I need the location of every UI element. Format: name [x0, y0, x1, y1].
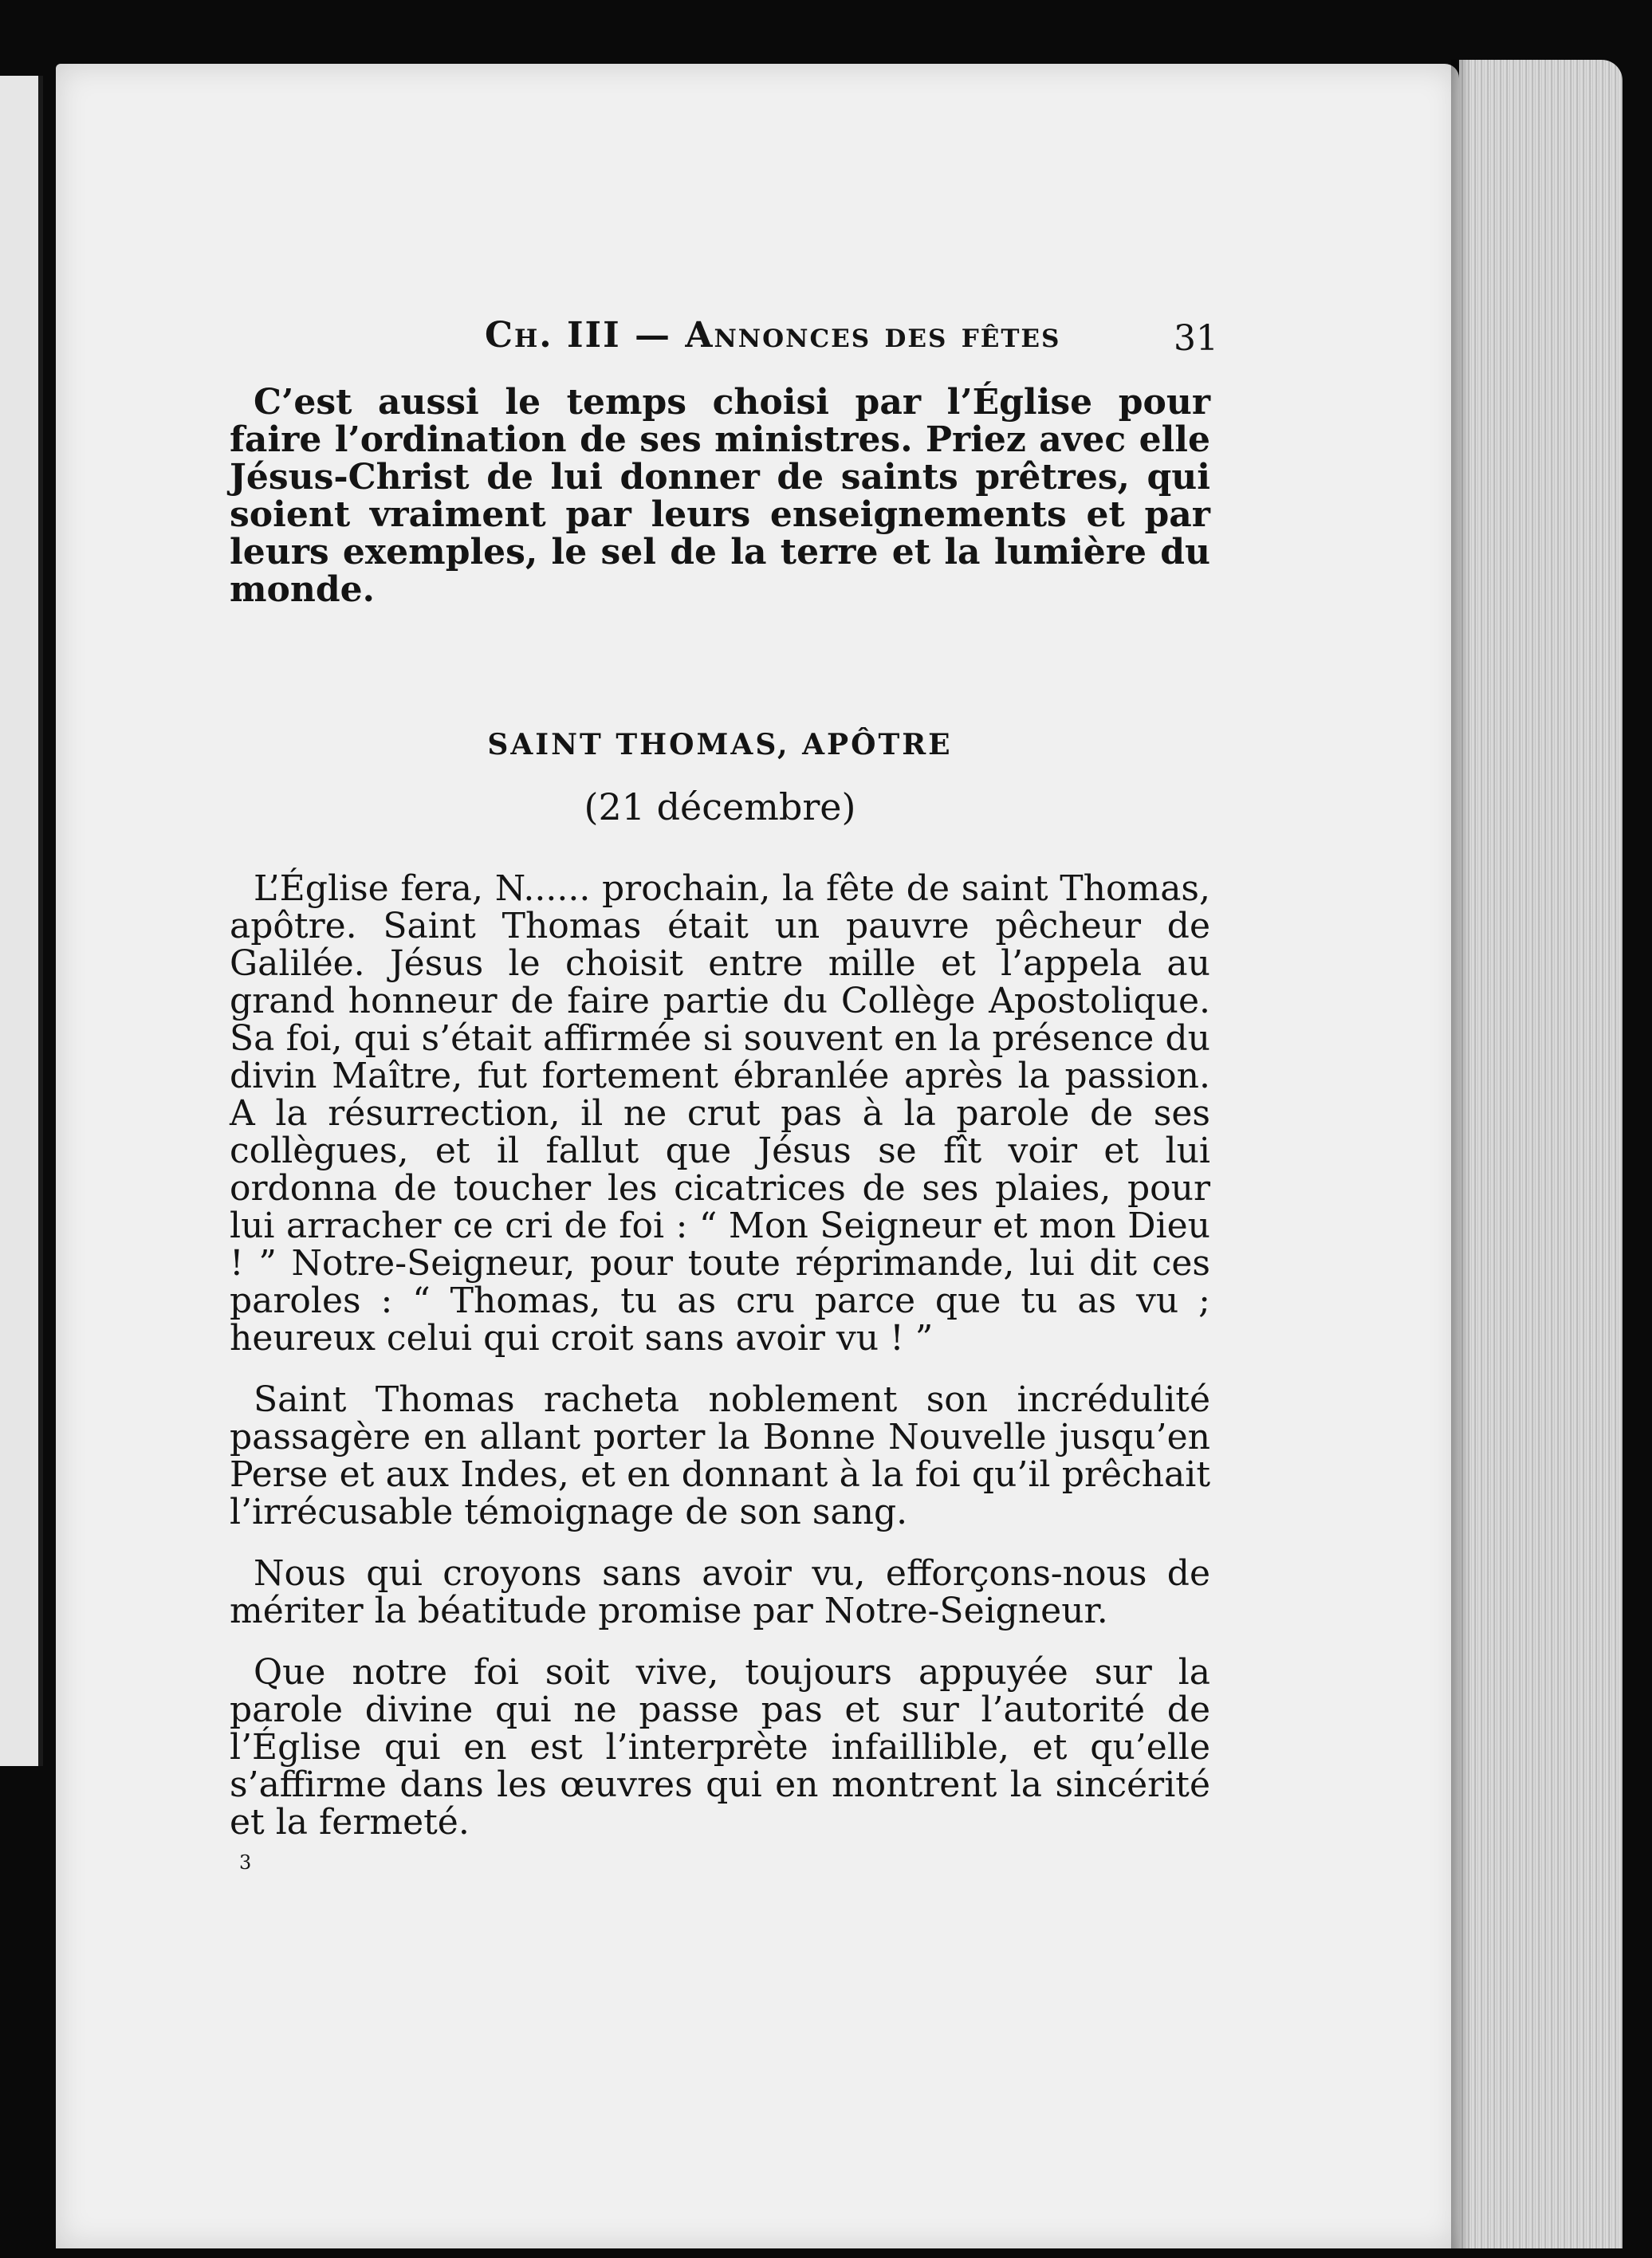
page-content	[230, 315, 1218, 1865]
paragraph-4: Que notre foi soit vive, toujours appuyée sur la parole divine qui ne passe pas et sur l’autorité de l’Église qui en est l’interprète infaillible, et qu’elle s’affirme dans les œuvres qui en montrent la sincérité et la fermeté.	[230, 1652, 1210, 1843]
paragraph-3: Nous qui croyons sans avoir vu, efforçons-nous de mériter la béatitude promise par Notre-Seigneur.	[230, 1553, 1210, 1631]
running-title: Ch. III — Annonces des fêtes	[485, 315, 1061, 356]
page-block-edge	[1459, 60, 1622, 2248]
page-number: 31	[1174, 318, 1218, 359]
running-head	[230, 315, 1218, 379]
paragraph-1: L’Église fera, N...... prochain, la fête de saint Thomas, apôtre. Saint Thomas était un pauvre pêcheur de Galilée. Jésus le choisit entre mille et l’appela au grand honneur de faire partie du Collège Apostolique. Sa foi, qui s’était affirmée si souvent en la présence du divin Maître, fut fortement ébranlée après la passion. A la résurrection, il ne crut pas à la parole de ses collègues, et il fallut que Jésus se fît voir et lui ordonna de toucher les cicatrices de ses plaies, pour lui arracher ce cri de foi : “ Mon Seigneur et mon Dieu ! ” Notre-Seigneur, pour toute réprimande, lui dit ces paroles : “ Thomas, tu as cru parce que tu as vu ; heureux celui qui croit sans avoir vu ! ”	[230, 868, 1210, 1359]
paragraph-2: Saint Thomas racheta noblement son incrédulité passagère en allant porter la Bonne Nouvelle jusqu’en Perse et aux Indes, et en donnant à la foi qu’il prêchait l’irrécusable témoignage de son sang.	[230, 1379, 1210, 1532]
signature-mark: 3	[239, 1851, 252, 1874]
page-edge-shadow	[1451, 60, 1470, 2248]
section-heading: SAINT THOMAS, APÔTRE	[487, 728, 953, 761]
intro-paragraph: C’est aussi le temps choisi par l’Église pour faire l’ordination de ses ministres. Priez avec elle Jésus-Christ de lui donner de saints prêtres, qui soient vraiment par leurs enseignements et par leurs exemples, le sel de la terre et la lumière du monde.	[230, 382, 1210, 610]
section-date: (21 décembre)	[584, 785, 856, 828]
facing-page-edge	[0, 76, 43, 1766]
